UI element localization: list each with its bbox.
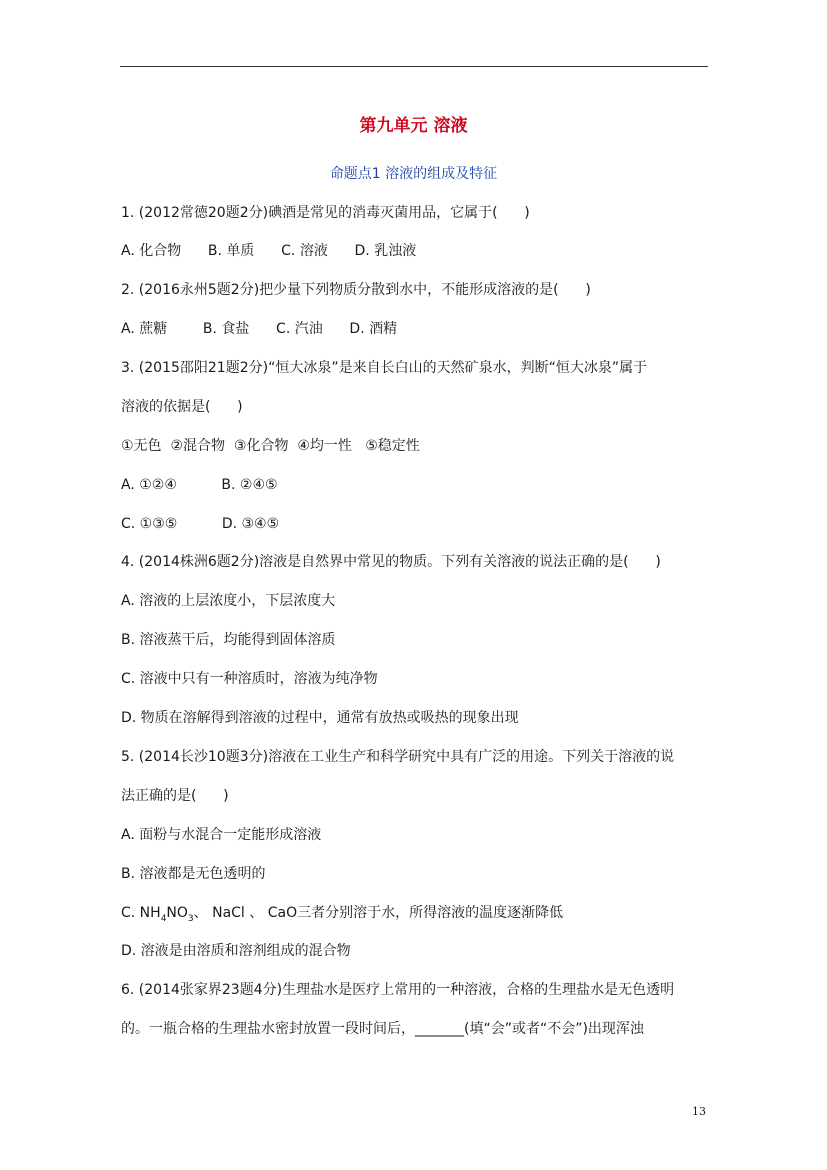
q5c-sub1: 4 bbox=[160, 913, 167, 924]
question-1: 1. (2012常德20题2分)碘酒是常见的消毒灭菌用品，它属于( ) bbox=[121, 205, 530, 221]
q5c-prefix: C. NH bbox=[121, 905, 161, 921]
q5-option-d: D. 溶液是由溶质和溶剂组成的混合物 bbox=[121, 943, 351, 959]
q5-option-b: B. 溶液都是无色透明的 bbox=[121, 866, 266, 882]
q4-option-b: B. 溶液蒸干后，均能得到固体溶质 bbox=[121, 632, 336, 648]
q5c-suffix: 、 NaCl 、 CaO三者分别溶于水，所得溶液的温度逐渐降低 bbox=[193, 905, 564, 921]
question-3: 3. (2015邵阳21题2分)“恒大冰泉”是来自长白山的天然矿泉水，判断“恒大冰泉”属于 bbox=[121, 360, 648, 376]
q2-options: A. 蔗糖 B. 食盐 C. 汽油 D. 酒精 bbox=[121, 321, 398, 337]
header-rule bbox=[120, 66, 708, 67]
q5-option-a: A. 面粉与水混合一定能形成溶液 bbox=[121, 827, 322, 843]
q5c-mid: NO bbox=[166, 905, 188, 921]
q3-options-ab: A. ①②④ B. ②④⑤ bbox=[121, 477, 278, 493]
section-title: 命题点1 溶液的组成及特征 bbox=[329, 166, 498, 182]
question-4: 4. (2014株洲6题2分)溶液是自然界中常见的物质。下列有关溶液的说法正确的是( ) bbox=[121, 554, 661, 570]
q3-criteria: ①无色 ②混合物 ③化合物 ④均一性 ⑤稳定性 bbox=[121, 438, 420, 454]
question-5: 5. (2014长沙10题3分)溶液在工业生产和科学研究中具有广泛的用途。下列关于溶液的说 bbox=[121, 749, 675, 765]
q1-options: A. 化合物 B. 单质 C. 溶液 D. 乳浊液 bbox=[121, 243, 417, 259]
unit-title: 第九单元 溶液 bbox=[359, 116, 468, 136]
question-6-cont: 的。一瓶合格的生理盐水密封放置一段时间后，_______(填“会”或者“不会”)出现浑浊 bbox=[121, 1021, 644, 1037]
question-2: 2. (2016永州5题2分)把少量下列物质分散到水中，不能形成溶液的是( ) bbox=[121, 282, 591, 298]
question-5-cont: 法正确的是( ) bbox=[121, 788, 229, 804]
question-6: 6. (2014张家界23题4分)生理盐水是医疗上常用的一种溶液，合格的生理盐水是无色透明 bbox=[121, 982, 675, 998]
q3-options-cd: C. ①③⑤ D. ③④⑤ bbox=[121, 516, 280, 532]
page-number: 13 bbox=[692, 1105, 706, 1118]
q4-option-a: A. 溶液的上层浓度小，下层浓度大 bbox=[121, 593, 336, 609]
question-3-cont: 溶液的依据是( ) bbox=[121, 399, 243, 415]
q5-option-c bbox=[121, 903, 711, 929]
q5c-sub2: 3 bbox=[187, 913, 194, 924]
q4-option-d: D. 物质在溶解得到溶液的过程中，通常有放热或吸热的现象出现 bbox=[121, 710, 519, 726]
q4-option-c: C. 溶液中只有一种溶质时，溶液为纯净物 bbox=[121, 671, 378, 687]
